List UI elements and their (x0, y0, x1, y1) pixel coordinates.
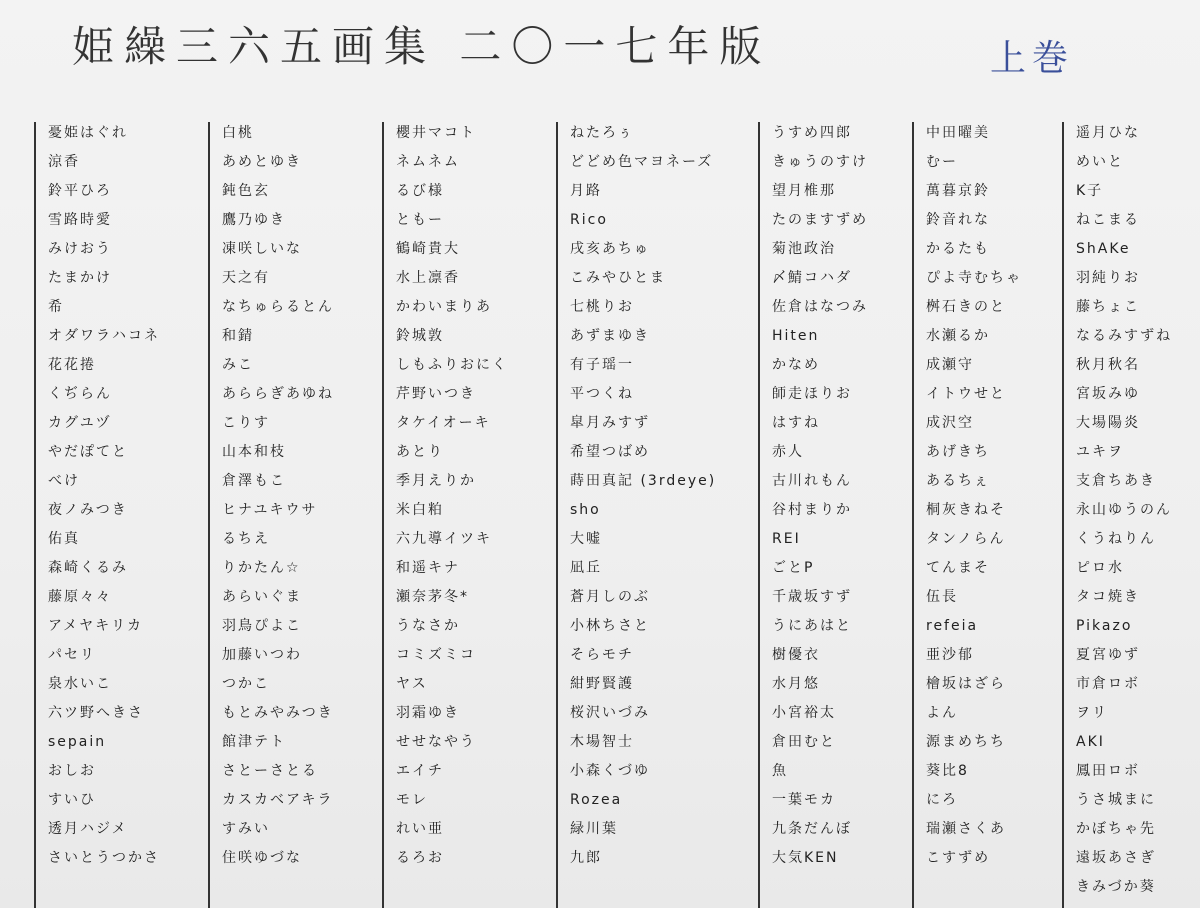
artist-name: 希 (48, 299, 64, 315)
name-column-5 (758, 122, 912, 908)
artist-name: 平つくね (570, 386, 634, 402)
artist-name: K子 (1076, 183, 1104, 199)
artist-name: 佐倉はなつみ (772, 299, 868, 315)
artist-name: 紺野賢護 (570, 676, 634, 692)
page-title: 姫繰三六五画集 二〇一七年版 (72, 22, 772, 71)
artist-name: 鷹乃ゆき (222, 212, 286, 228)
artist-name: REI (772, 531, 801, 547)
artist-name: あるちぇ (926, 473, 990, 489)
artist-name: 桐灰きねそ (926, 502, 1006, 518)
artist-name: はすね (772, 415, 820, 431)
artist-name: 檜坂はざら (926, 676, 1006, 692)
artist-name: タコ焼き (1076, 589, 1140, 605)
artist-name: 鈴平ひろ (48, 183, 112, 199)
artist-name: 鈴音れな (926, 212, 990, 228)
artist-name: やだぽてと (48, 444, 128, 460)
artist-name: 望月椎那 (772, 183, 836, 199)
artist-name: すいひ (48, 792, 96, 808)
artist-name: あとり (396, 444, 444, 460)
artist-name-columns (0, 122, 1200, 908)
artist-name: Rico (570, 212, 608, 228)
artist-name: くうねりん (1076, 531, 1156, 547)
artist-name: こりす (222, 415, 270, 431)
artist-name: 七桃りお (570, 299, 634, 315)
artist-name: 季月えりか (396, 473, 476, 489)
artist-name: 水瀬るか (926, 328, 990, 344)
artist-name: こすずめ (926, 850, 991, 866)
artist-name: 小森くづゆ (570, 763, 650, 779)
artist-name: 蒔田真記 (3rdeye) (570, 473, 717, 489)
artist-name: ピロ水 (1076, 560, 1124, 576)
artist-name: りかたん☆ (222, 560, 301, 576)
artist-name: しもふりおにく (396, 357, 508, 373)
name-column-4 (556, 122, 758, 908)
artist-name: 月路 (570, 183, 602, 199)
artist-name: こみやひとま (570, 270, 666, 286)
artist-name: ねこまる (1076, 212, 1140, 228)
artist-name: 佑真 (48, 531, 80, 547)
artist-name: なちゅらるとん (222, 299, 334, 315)
artist-name: 大場陽炎 (1076, 415, 1140, 431)
artist-name: ねたろぅ (570, 125, 634, 141)
artist-name: ヒナユキウサ (222, 502, 318, 518)
artist-name: ぴよ寺むちゃ (926, 270, 1022, 286)
artist-name: 羽純りお (1076, 270, 1140, 286)
artist-name: るちえ (222, 531, 270, 547)
artist-name: るび様 (396, 183, 444, 199)
artist-name: 小宮裕太 (772, 705, 836, 721)
artist-name: うなさか (396, 618, 460, 634)
artist-name: かぼちゃ先 (1076, 821, 1156, 837)
volume-label: 上巻 (990, 38, 1075, 79)
artist-name: 古川れもん (772, 473, 852, 489)
artist-name: 秋月秋名 (1076, 357, 1140, 373)
artist-name: 夜ノみつき (48, 502, 128, 518)
artist-name: 希望つばめ (570, 444, 650, 460)
artist-name: 谷村まりか (772, 502, 852, 518)
artist-name: うさ城まに (1076, 792, 1156, 808)
artist-name: 水月悠 (772, 676, 820, 692)
artist-name: 倉澤もこ (222, 473, 286, 489)
artist-name: 藤原々々 (48, 589, 112, 605)
artist-name: アメヤキリカ (48, 618, 144, 634)
artist-name: 萬暮京鈴 (926, 183, 990, 199)
artist-name: sepain (48, 734, 107, 750)
artist-name: かるたも (926, 241, 990, 257)
artist-name: 永山ゆうのん (1076, 502, 1172, 518)
artist-name: そらモチ (570, 647, 634, 663)
artist-name: 凍咲しいな (222, 241, 302, 257)
artist-name: さいとうつかさ (48, 850, 160, 866)
artist-name: みこ (222, 357, 254, 373)
artist-name: ヲリ (1076, 705, 1108, 721)
artist-name: 涼香 (48, 154, 80, 170)
artist-name: オダワラハコネ (48, 328, 160, 344)
artist-name: ともー (396, 212, 444, 228)
artist-name: 宮坂みゆ (1076, 386, 1140, 402)
artist-name: あめとゆき (222, 154, 302, 170)
artist-name: 山本和枝 (222, 444, 286, 460)
artist-name: 緑川葉 (570, 821, 618, 837)
artist-name: 羽霜ゆき (396, 705, 460, 721)
artist-name: よん (926, 705, 958, 721)
artist-name: 中田曜美 (926, 125, 990, 141)
artist-name: てんまそ (926, 560, 990, 576)
name-column-7 (1062, 122, 1200, 908)
artist-name: 凪丘 (570, 560, 602, 576)
artist-name: イトウせと (926, 386, 1006, 402)
artist-name: 白桃 (222, 125, 254, 141)
artist-name: うにあはと (772, 618, 852, 634)
artist-name: 樹優衣 (772, 647, 820, 663)
artist-name: 〆鯖コハダ (772, 270, 852, 286)
artist-name: きゅうのすけ (772, 154, 868, 170)
artist-name: カスカベアキラ (222, 792, 334, 808)
artist-name: あげきち (926, 444, 990, 460)
artist-name: 大気KEN (772, 850, 839, 866)
artist-name: 加藤いつわ (222, 647, 302, 663)
artist-name: 小林ちさと (570, 618, 650, 634)
artist-name: 鈍色玄 (222, 183, 270, 199)
artist-name: 鳳田ロボ (1076, 763, 1140, 779)
artist-name: にろ (926, 792, 958, 808)
artist-name: あずまゆき (570, 328, 650, 344)
artist-name: refeia (926, 618, 979, 634)
artist-name: AKI (1076, 734, 1105, 750)
artist-name: 夏宮ゆず (1076, 647, 1140, 663)
artist-name: たのますずめ (772, 212, 869, 228)
name-column-2 (208, 122, 382, 908)
artist-name: ShAKe (1076, 241, 1131, 257)
artist-name: 藤ちょこ (1076, 299, 1140, 315)
artist-name: 九条だんぼ (772, 821, 852, 837)
artist-name: おしお (48, 763, 96, 779)
artist-name: あらいぐま (222, 589, 302, 605)
artist-name: べけ (48, 473, 80, 489)
artist-name: たまかけ (48, 270, 112, 286)
artist-name: 市倉ロボ (1076, 676, 1140, 692)
artist-name: 住咲ゆづな (222, 850, 302, 866)
artist-name: くぢらん (48, 386, 112, 402)
artist-name: 米白粕 (396, 502, 444, 518)
artist-name: 雪路時愛 (48, 212, 112, 228)
artist-name: 倉田むと (772, 734, 836, 750)
artist-name: 泉水いこ (48, 676, 112, 692)
artist-name: 羽鳥ぴよこ (222, 618, 302, 634)
artist-name: なるみすずね (1076, 328, 1173, 344)
artist-name: かなめ (772, 357, 820, 373)
artist-name: 鶴崎貴大 (396, 241, 460, 257)
artist-name: 瑞瀬さくあ (926, 821, 1006, 837)
artist-name: カグユヅ (48, 415, 112, 431)
artist-name: 森崎くるみ (48, 560, 128, 576)
artist-name: ユキヲ (1076, 444, 1124, 460)
artist-name: さとーさとる (222, 763, 318, 779)
artist-name: ネムネム (396, 154, 460, 170)
artist-name: 赤人 (772, 444, 804, 460)
artist-name: 菊池政治 (772, 241, 836, 257)
artist-name: 伍長 (926, 589, 958, 605)
artist-name: 桝石きのと (926, 299, 1006, 315)
artist-name: 瀬奈茅冬* (396, 589, 469, 605)
artist-name: 水上凛香 (396, 270, 460, 286)
artist-name: 千歳坂すず (772, 589, 853, 605)
artist-name: 天之有 (222, 270, 270, 286)
artist-name: めいと (1076, 154, 1124, 170)
artist-name: むー (926, 154, 958, 170)
artist-name: Pikazo (1076, 618, 1133, 634)
artist-name: 魚 (772, 763, 788, 779)
artist-name: 和錆 (222, 328, 254, 344)
artist-name: 師走ほりお (772, 386, 852, 402)
artist-name: エイチ (396, 763, 444, 779)
artist-name: 皐月みすず (570, 415, 651, 431)
artist-name: sho (570, 502, 601, 518)
artist-name: るろお (396, 850, 444, 866)
artist-name: みけおう (48, 241, 112, 257)
artist-name: せせなやう (396, 734, 476, 750)
name-column-3 (382, 122, 556, 908)
artist-name: きみづか葵 (1076, 879, 1156, 895)
artist-name: 六ツ野へきさ (48, 705, 144, 721)
artist-name: 櫻井マコト (396, 125, 476, 141)
artist-name: 遠坂あさぎ (1076, 850, 1156, 866)
artist-name: 花花捲 (48, 357, 96, 373)
artist-name: 戌亥あちゅ (570, 241, 650, 257)
artist-name: 芹野いつき (396, 386, 476, 402)
artist-name: どどめ色マヨネーズ (570, 154, 714, 170)
artist-name: 支倉ちあき (1076, 473, 1156, 489)
artist-name: 葵比8 (926, 763, 969, 779)
artist-name: 鈴城敦 (396, 328, 444, 344)
artist-name: あららぎあゆね (222, 386, 334, 402)
artist-name: 有子瑶一 (570, 357, 634, 373)
artist-name: 大嘘 (570, 531, 602, 547)
artist-name: Hiten (772, 328, 820, 344)
artist-name: パセリ (48, 647, 96, 663)
artist-name: ごとP (772, 560, 815, 576)
artist-name: かわいまりあ (396, 299, 492, 315)
name-column-1 (34, 122, 208, 908)
artist-name: 亜沙郁 (926, 647, 974, 663)
artist-name: ヤス (396, 676, 428, 692)
artist-name: 和遥キナ (396, 560, 460, 576)
artist-name: 成沢空 (926, 415, 974, 431)
artist-name: 館津テト (222, 734, 286, 750)
artist-name: つかこ (222, 676, 270, 692)
artist-name: 九郎 (570, 850, 602, 866)
artist-name: モレ (396, 792, 428, 808)
name-column-6 (912, 122, 1062, 908)
artist-name: すみい (222, 821, 270, 837)
artist-name: 六九導イツキ (396, 531, 492, 547)
artist-name: 木場智士 (570, 734, 634, 750)
artist-name: 一葉モカ (772, 792, 836, 808)
artist-name: タンノらん (926, 531, 1006, 547)
artist-name: タケイオーキ (396, 415, 491, 431)
artist-name: れい亜 (396, 821, 444, 837)
artist-name: 桜沢いづみ (570, 705, 650, 721)
artist-name: コミズミコ (396, 647, 476, 663)
artist-name: もとみやみつき (222, 705, 334, 721)
artist-name: 源まめちち (926, 734, 1006, 750)
artist-name: 憂姫はぐれ (48, 125, 128, 141)
artist-name: 透月ハジメ (48, 821, 128, 837)
artist-name: うすめ四郎 (772, 125, 852, 141)
artist-name: Rozea (570, 792, 623, 808)
artist-name: 遥月ひな (1076, 125, 1140, 141)
artist-name: 蒼月しのぶ (570, 589, 650, 605)
artist-name: 成瀬守 (926, 357, 974, 373)
